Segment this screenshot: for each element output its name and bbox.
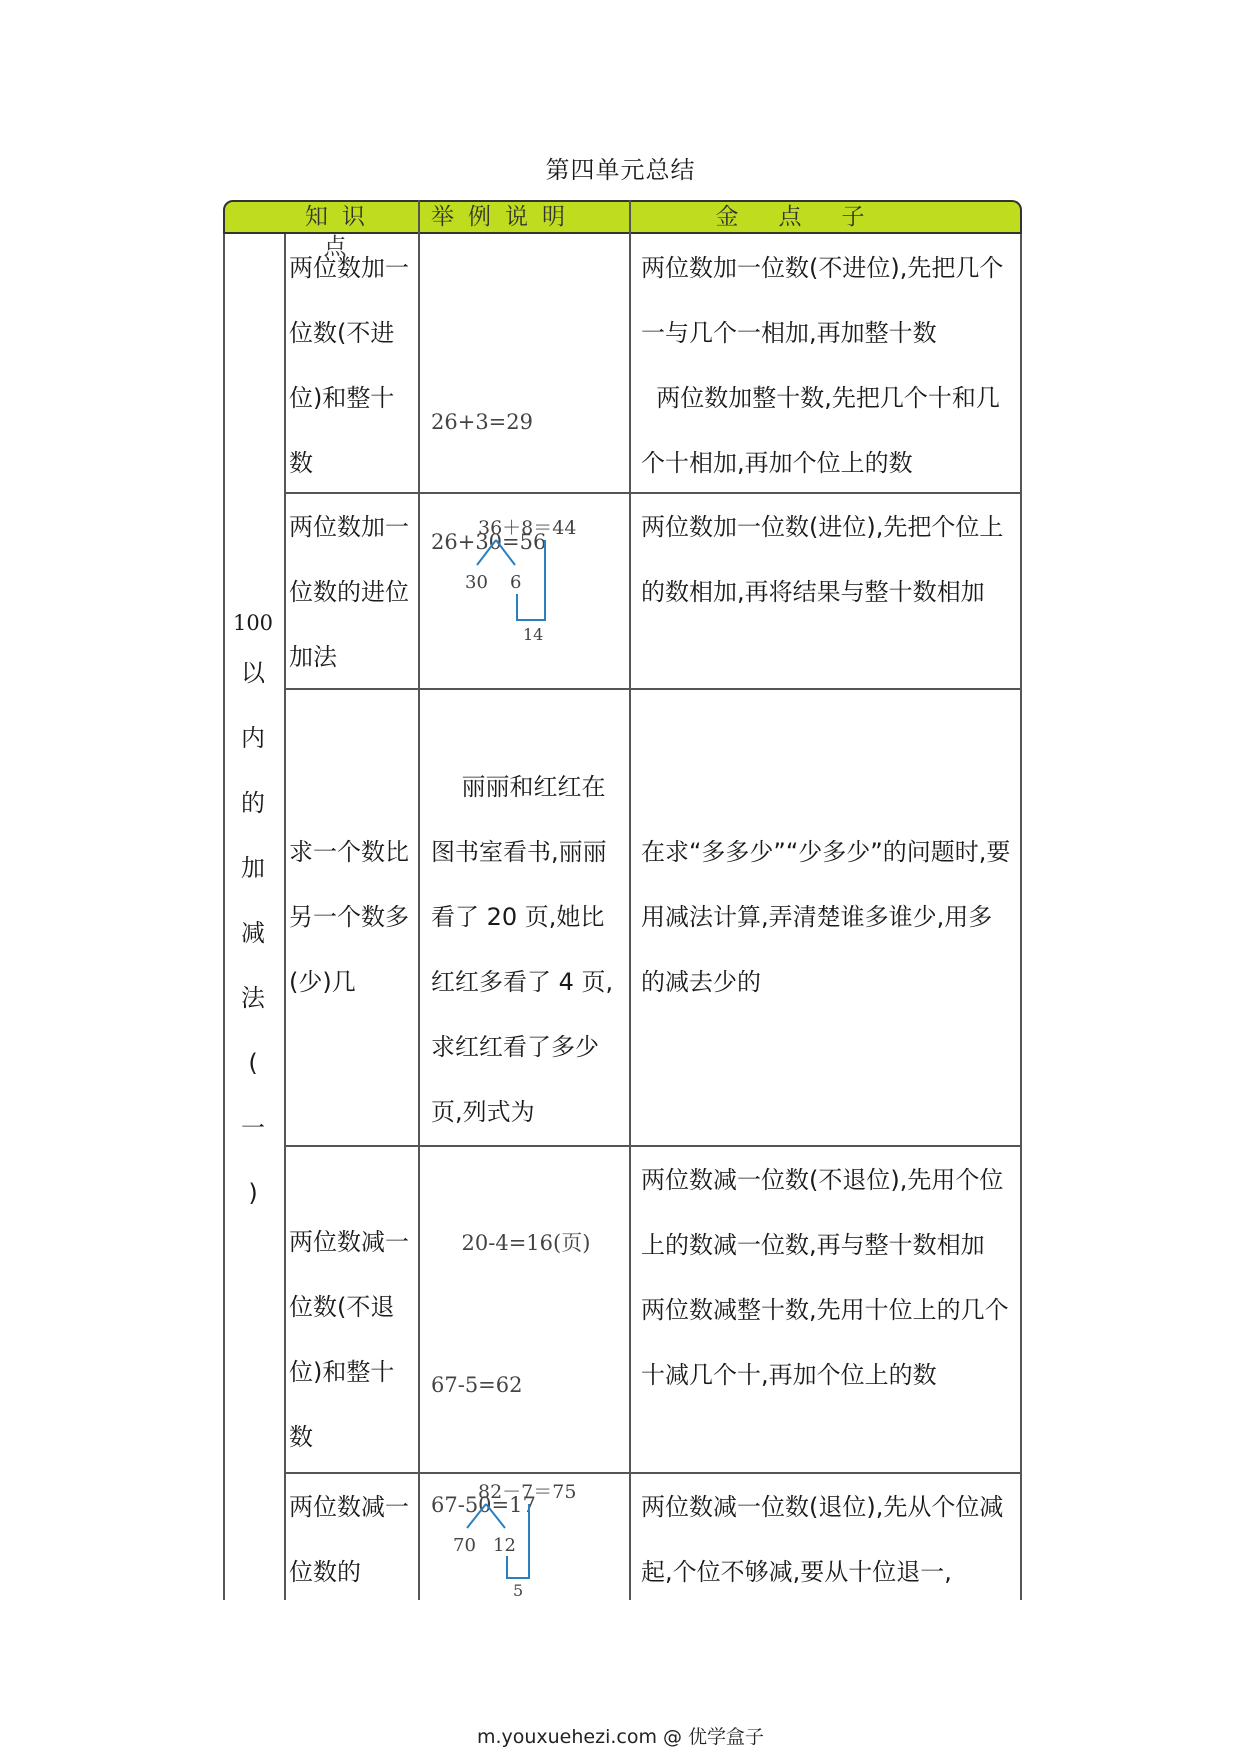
- diagram-expression: 82－7＝75: [478, 1481, 577, 1503]
- diagram-sum: 5: [513, 1581, 524, 1598]
- example-cell: [431, 690, 625, 1341]
- topic-cell: 两位数减一位数(不退位)和整十数: [289, 1228, 409, 1451]
- topic-cell: 两位数加一位数(不进位)和整十数: [289, 254, 409, 477]
- decomposition-diagram: [463, 510, 623, 660]
- example-line: 26+3=29: [431, 410, 533, 434]
- category-char: 法: [241, 984, 265, 1012]
- example-line: 67-5=62: [431, 1373, 523, 1397]
- topic-cell: 两位数减一位数的: [289, 1493, 409, 1586]
- example-line: 67-50=17: [431, 1493, 536, 1517]
- diagram-part: 12: [493, 1535, 516, 1556]
- diagram-expression: 36＋8＝44: [478, 517, 577, 539]
- category-label: [223, 605, 283, 1226]
- tip-cell: 在求“多多少”“少多少”的问题时,要用减法计算,弄清楚谁多谁少,用多的减去少的: [641, 838, 1011, 996]
- category-number: 100: [232, 611, 274, 635]
- row-divider: [284, 1472, 1022, 1474]
- tip-cell: 两位数加一位数(不进位),先把几个一与几个一相加,再加整十数 两位数加整十数,先把几个十和几个十相加,再加个位上的数: [641, 254, 1004, 477]
- example-text: 丽丽和红红在图书室看书,丽丽看了 20 页,她比红红多看了 4 页,求红红看了多少页,列式为: [431, 773, 614, 1126]
- page-title: 第四单元总结: [545, 156, 696, 184]
- decomposition-diagram: [453, 1478, 623, 1598]
- diagram-sum: 14: [523, 625, 544, 644]
- header-divider: [629, 200, 631, 234]
- diagram-branch: [486, 1504, 505, 1528]
- category-char: 减: [241, 919, 265, 947]
- row-divider: [284, 1145, 1022, 1147]
- example-formula: 20-4=16(页): [461, 1231, 591, 1255]
- header-tips: 金点子: [715, 204, 905, 230]
- category-char: 一: [241, 1114, 265, 1142]
- diagram-part: 30: [465, 572, 488, 593]
- diagram-branch: [496, 540, 515, 565]
- topic-cell: 求一个数比另一个数多(少)几: [289, 838, 409, 996]
- header-knowledge-point: 知识点: [305, 204, 379, 260]
- tip-cell: 两位数减一位数(退位),先从个位减起,个位不够减,要从十位退一,: [641, 1493, 1004, 1586]
- table-divider: [284, 234, 286, 1600]
- header-examples: 举例说明: [431, 204, 579, 230]
- category-char: 以: [241, 659, 265, 687]
- tip-cell: 两位数减一位数(不退位),先用个位上的数减一位数,再与整十数相加 两位数减整十数,先用十位上的几个十减几个十,再加个位上的数: [641, 1166, 1009, 1389]
- diagram-part: 6: [510, 572, 522, 593]
- category-char: ): [248, 1179, 258, 1207]
- table-border-right: [1020, 234, 1022, 1600]
- category-char: 的: [241, 789, 265, 817]
- table-divider: [418, 234, 420, 1600]
- table-divider: [629, 234, 631, 1600]
- table-header: [223, 200, 1022, 260]
- category-char: 内: [241, 724, 265, 752]
- category-char: (: [248, 1049, 258, 1077]
- diagram-part: 70: [453, 1535, 476, 1556]
- category-char: 加: [241, 854, 265, 882]
- footer-watermark: m.youxuehezi.com @ 优学盒子: [476, 1726, 765, 1748]
- topic-cell: 两位数加一位数的进位加法: [289, 513, 409, 671]
- diagram-branch: [477, 540, 496, 565]
- tip-cell: 两位数加一位数(进位),先把个位上的数相加,再将结果与整十数相加: [641, 513, 1004, 606]
- header-divider: [418, 200, 420, 234]
- summary-table: [223, 200, 1022, 1600]
- diagram-branch: [467, 1504, 486, 1528]
- example-line: 26+30=56: [431, 530, 547, 554]
